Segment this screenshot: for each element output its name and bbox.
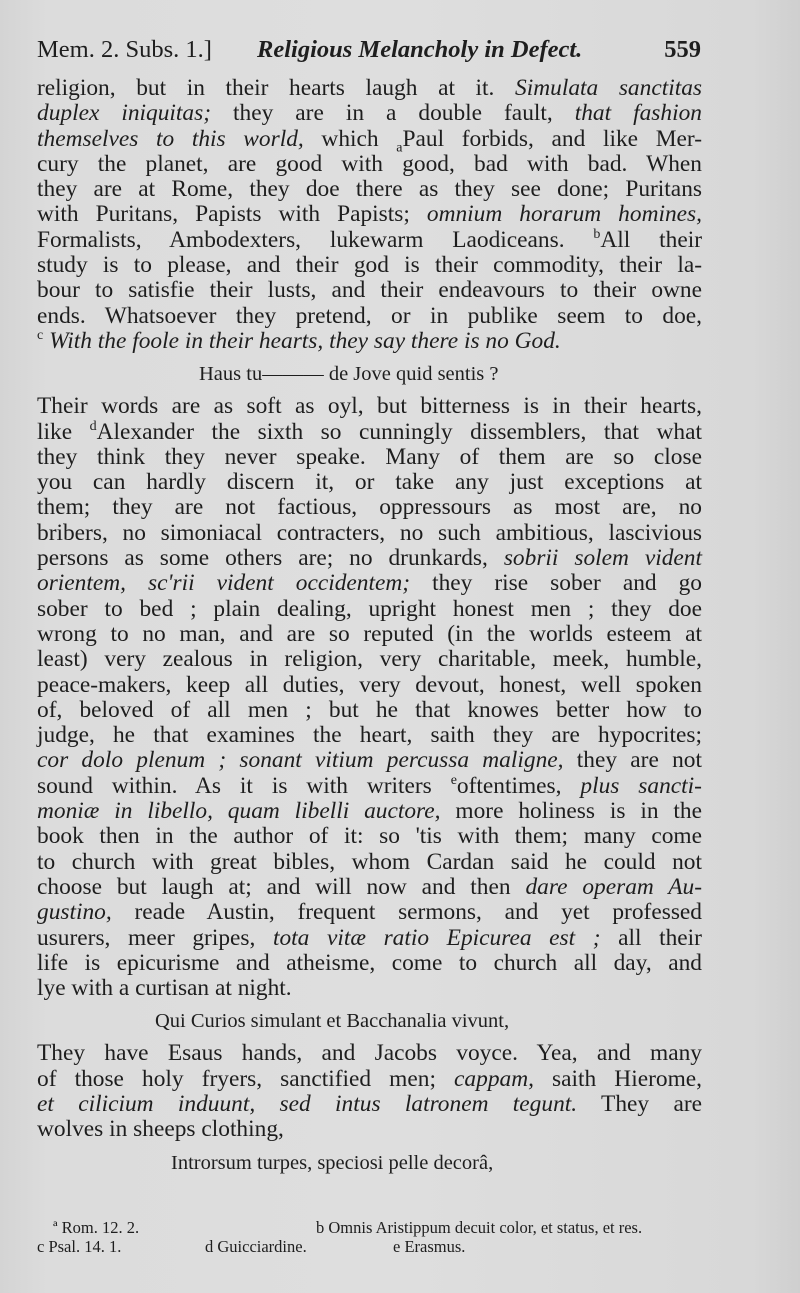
text-line: cor dolo plenum ; sonant vitium percussa maligne, they are not: [37, 747, 702, 774]
verse-quotation: Introrsum turpes, speciosi pelle decorâ,: [171, 1151, 494, 1174]
text-line: gustino, reade Austin, frequent sermons, and yet professed: [37, 899, 702, 926]
text-line: of those holy fryers, sanctified men; cappam, saith Hierome,: [37, 1065, 702, 1092]
body-text: [37, 76, 702, 1183]
footnotes-row-1: [37, 1218, 705, 1237]
text-line: they think they never speake. Many of them are so close: [37, 443, 702, 470]
page-number: 559: [664, 36, 701, 63]
verse-quotation: Haus tu——— de Jove quid sentis ?: [199, 363, 499, 386]
text-line: they are at Rome, they doe there as they see done; Puritans: [37, 176, 702, 203]
text-line: choose but laugh at; and will now and then dare operam Au-: [37, 873, 702, 900]
text-line: to church with great bibles, whom Cardan said he could not: [37, 848, 702, 875]
text-line: judge, he that examines the heart, saith they are hypocrites;: [37, 722, 702, 749]
text-line: like $^d$Alexander the sixth so cunningly dissemblers, that what: [37, 418, 702, 445]
text-line: religion, but in their hearts laugh at it. Simulata sanctitas: [37, 75, 703, 101]
header-section-ref: Mem. 2. Subs. 1.]: [37, 36, 212, 63]
footnote-ref-c: c: [37, 328, 44, 344]
footnote-ref-b: b: [593, 226, 601, 242]
text-line: cury the planet, are good with good, bad with bad. When: [37, 150, 702, 177]
text-line: ends. Whatsoever they pretend, or in publike seem to doe,: [37, 302, 702, 329]
footnote-e: e Erasmus.: [393, 1237, 466, 1256]
text-line: persons as some others are; no drunkards, sobrii solem vident: [37, 545, 702, 572]
text-line: orientem, sc'rii vident occidentem; they rise sober and go: [37, 570, 702, 597]
text-line: Their words are as soft as oyl, but bitterness is in their hearts,: [37, 393, 702, 420]
text-line: $^c$ With the foole in their hearts, they say there is no God.: [37, 327, 561, 354]
verse-quotation: Qui Curios simulant et Bacchanalia vivunt,: [155, 1010, 510, 1033]
text-line: Formalists, Ambodexters, lukewarm Laodiceans. $^b$All their: [37, 226, 702, 253]
text-line: sound within. As it is with writers $^e$oftentimes, plus sancti-: [37, 772, 702, 799]
text-line: you can hardly discern it, or take any just exceptions at: [37, 469, 702, 496]
footnote-d: d Guicciardine.: [205, 1237, 307, 1256]
text-line: lye with a curtisan at night.: [37, 975, 292, 1002]
text-line: study is to please, and their god is their commodity, their la-: [37, 252, 702, 279]
text-line: least) very zealous in religion, very charitable, meek, humble,: [37, 646, 702, 673]
text-line: book then in the author of it: so 'tis with them; many come: [37, 823, 702, 850]
text-line: usurers, meer gripes, tota vitæ ratio Epicurea est ; all their: [37, 924, 702, 951]
footnote-ref-a: a: [396, 140, 403, 156]
footnotes-row-2: [37, 1237, 705, 1256]
text-line: them; they are not factious, oppressours as most are, no: [37, 494, 702, 521]
running-header: [37, 30, 701, 70]
text-line: et cilicium induunt, sed intus latronem tegunt. They are: [37, 1090, 702, 1117]
text-line: wolves in sheeps clothing,: [37, 1116, 284, 1143]
text-line: peace-makers, keep all duties, very devout, honest, well spoken: [37, 671, 702, 698]
text-line: bribers, no simoniacal contracters, no such ambitious, lascivious: [37, 519, 702, 546]
text-line: of, beloved of all men ; but he that knowes better how to: [37, 696, 702, 723]
text-line: life is epicurisme and atheisme, come to church all day, and: [37, 949, 702, 976]
footnote-ref-e: e: [450, 772, 457, 788]
text-line: bour to satisfie their lusts, and their endeavours to their owne: [37, 277, 702, 304]
text-line: with Puritans, Papists with Papists; omnium horarum homines,: [37, 201, 702, 228]
text-line: themselves to this world, which $_a$Paul forbids, and like Mer-: [37, 125, 702, 156]
text-line: sober to bed ; plain dealing, upright honest men ; they doe: [37, 595, 702, 622]
footnote-a: ª Rom. 12. 2.: [53, 1218, 140, 1237]
text-line: They have Esaus hands, and Jacobs voyce. Yea, and many: [37, 1040, 702, 1067]
header-title: Religious Melancholy in Defect.: [257, 36, 583, 63]
text-line: moniæ in libello, quam libelli auctore, more holiness is in the: [37, 798, 702, 825]
footnote-c: c Psal. 14. 1.: [37, 1237, 122, 1256]
text-line: wrong to no man, and are so reputed (in the worlds esteem at: [37, 620, 702, 647]
text-line: duplex iniquitas; they are in a double fault, that fashion: [37, 100, 702, 127]
footnote-b: b Omnis Aristippum decuit color, et status, et res.: [316, 1218, 643, 1237]
footnote-ref-d: d: [89, 418, 97, 434]
